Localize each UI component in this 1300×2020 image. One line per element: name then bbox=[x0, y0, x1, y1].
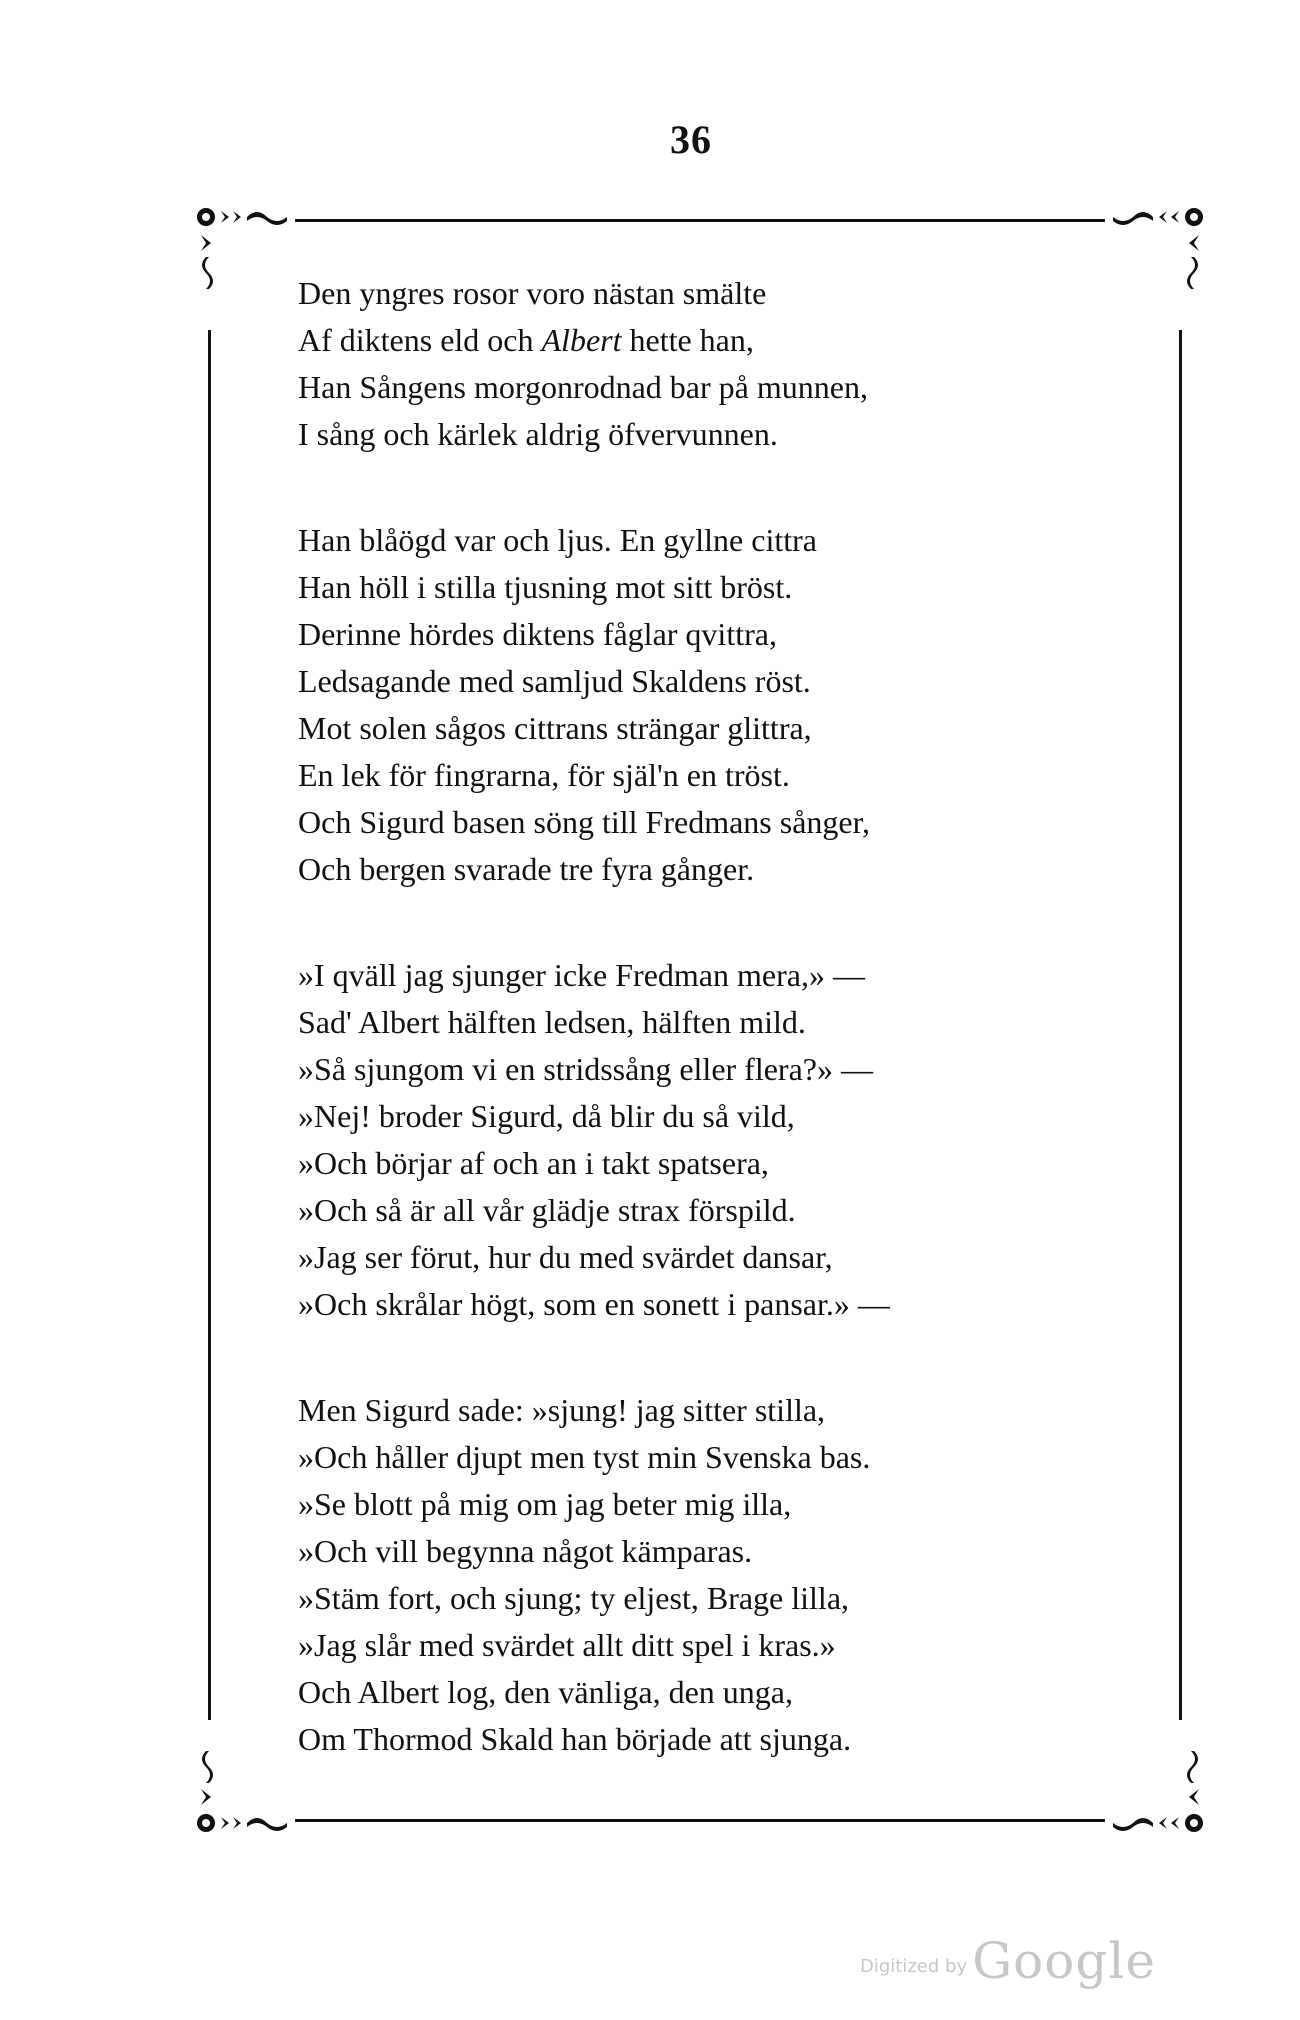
verse-line: Han blåögd var och ljus. En gyllne cittra bbox=[298, 522, 817, 558]
corner-ornament-bottom-right bbox=[1095, 1745, 1205, 1835]
verse-line: »Stäm fort, och sjung; ty eljest, Brage lilla, bbox=[298, 1580, 850, 1616]
verse-line: Den yngres rosor voro nästan smälte bbox=[298, 275, 767, 311]
verse-line: »I qväll jag sjunger icke Fredman mera,» — bbox=[298, 957, 865, 993]
corner-ornament-top-left bbox=[195, 205, 305, 295]
frame-top-rule bbox=[295, 219, 1105, 222]
verse-line: Och Sigurd basen söng till Fredmans sånger, bbox=[298, 804, 870, 840]
verse-line: »Jag ser förut, hur du med svärdet dansar, bbox=[298, 1239, 833, 1275]
verse-line: Ledsagande med samljud Skaldens röst. bbox=[298, 663, 811, 699]
verse-line: Men Sigurd sade: »sjung! jag sitter stilla, bbox=[298, 1392, 826, 1428]
verse-line: »Och håller djupt men tyst min Svenska bas. bbox=[298, 1439, 871, 1475]
verse-line: Och bergen svarade tre fyra gånger. bbox=[298, 851, 755, 887]
frame-left-rule bbox=[208, 330, 211, 1720]
verse-line: »Jag slår med svärdet allt ditt spel i kras.» bbox=[298, 1627, 836, 1663]
verse-line: Han höll i stilla tjusning mot sitt bröst. bbox=[298, 569, 793, 605]
verse-line: »Nej! broder Sigurd, då blir du så vild, bbox=[298, 1098, 795, 1134]
verse-line: En lek för fingrarna, för själ'n en tröst. bbox=[298, 757, 790, 793]
verse-line: Han Sångens morgonrodnad bar på munnen, bbox=[298, 369, 868, 405]
verse-line: I sång och kärlek aldrig öfvervunnen. bbox=[298, 416, 778, 452]
stanza bbox=[298, 952, 1098, 1328]
google-logo-text: Google bbox=[972, 1932, 1156, 1990]
frame-right-rule bbox=[1179, 330, 1182, 1720]
corner-ornament-top-right bbox=[1095, 205, 1205, 295]
verse-line bbox=[298, 317, 1098, 364]
poem-body bbox=[298, 270, 1098, 1822]
verse-line: Mot solen sågos cittrans strängar glittra, bbox=[298, 710, 812, 746]
digitized-watermark bbox=[860, 1932, 1156, 1990]
verse-line: Och Albert log, den vänliga, den unga, bbox=[298, 1674, 793, 1710]
verse-line-part: Af diktens eld och bbox=[298, 322, 542, 358]
verse-line: Derinne hördes diktens fåglar qvittra, bbox=[298, 616, 777, 652]
verse-line-part: hette han, bbox=[621, 322, 754, 358]
corner-ornament-bottom-left bbox=[195, 1745, 305, 1835]
digitized-by-text: Digitized by bbox=[860, 1956, 968, 1977]
verse-line: »Och börjar af och an i takt spatsera, bbox=[298, 1145, 769, 1181]
name-albert-italic: Albert bbox=[541, 322, 622, 358]
stanza bbox=[298, 1387, 1098, 1763]
verse-line: Om Thormod Skald han började att sjunga. bbox=[298, 1721, 852, 1757]
stanza bbox=[298, 270, 1098, 458]
verse-line: »Och skrålar högt, som en sonett i pansar.» — bbox=[298, 1286, 890, 1322]
verse-line: »Så sjungom vi en stridssång eller flera?» — bbox=[298, 1051, 873, 1087]
stanza bbox=[298, 517, 1098, 893]
verse-line: »Se blott på mig om jag beter mig illa, bbox=[298, 1486, 792, 1522]
verse-line: Sad' Albert hälften ledsen, hälften mild. bbox=[298, 1004, 806, 1040]
page-number: 36 bbox=[670, 117, 712, 162]
verse-line: »Och vill begynna något kämparas. bbox=[298, 1533, 753, 1569]
verse-line: »Och så är all vår glädje strax förspild. bbox=[298, 1192, 796, 1228]
